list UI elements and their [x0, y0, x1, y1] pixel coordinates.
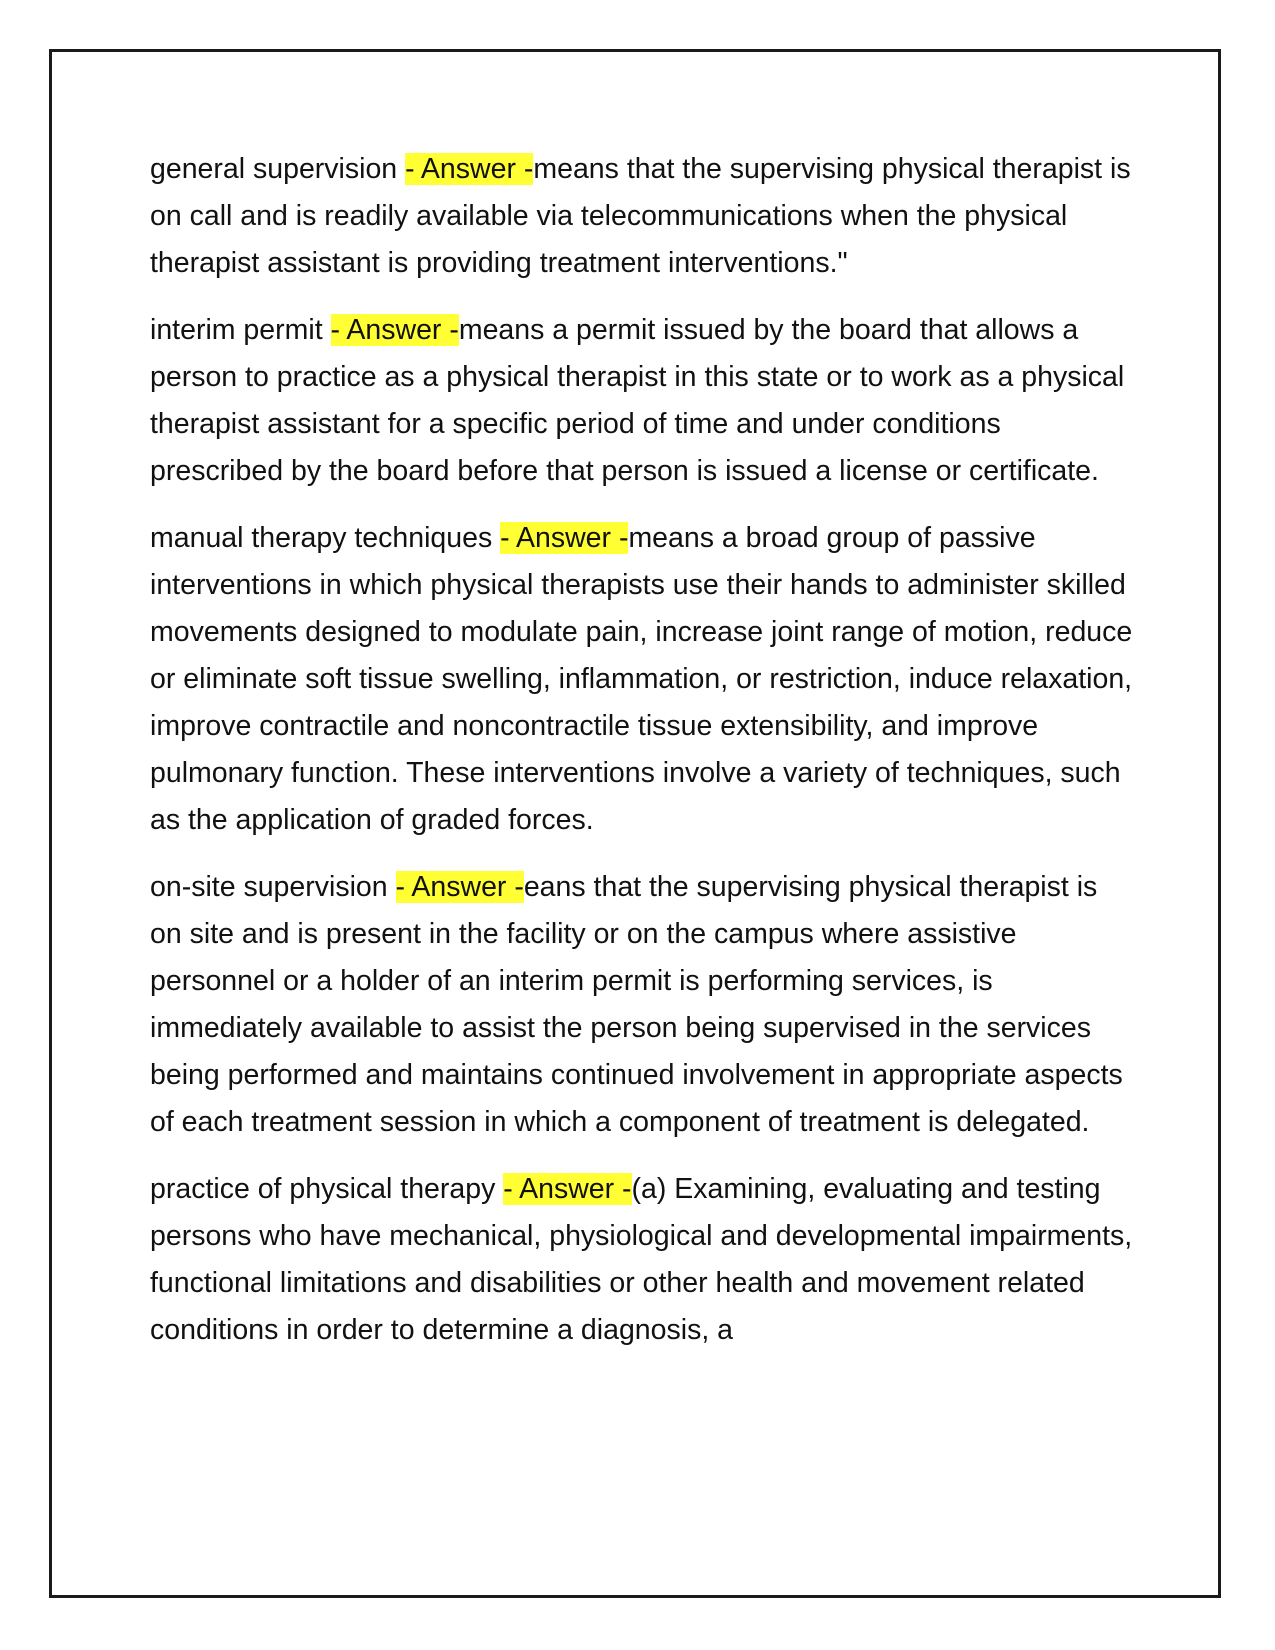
entry-term: practice of physical therapy: [150, 1173, 504, 1205]
entry-on-site-supervision: [150, 864, 1135, 1146]
answer-marker-highlight: - Answer -: [500, 522, 629, 554]
entry-general-supervision: [150, 146, 1135, 287]
entry-definition: eans that the supervising physical therapist is on site and is present in the facility or on the campus where assistive personnel or a holder of an interim permit is performing services, is immediately available to assist the person being supervised in the services being performed and maintains continued involvement in appropriate aspects of each treatment session in which a component of treatment is delegated.: [150, 871, 1123, 1138]
entry-definition: means that the supervising physical therapist is on call and is readily available via telecommunications when the physical therapist assistant is providing treatment interventions.": [150, 153, 1131, 279]
entry-manual-therapy-techniques: [150, 515, 1135, 844]
entry-practice-of-physical-therapy: [150, 1166, 1135, 1354]
document-body: [150, 146, 1135, 1374]
answer-marker-highlight: - Answer -: [395, 871, 524, 903]
answer-marker-highlight: - Answer -: [330, 314, 459, 346]
entry-term: manual therapy techniques: [150, 522, 501, 554]
entry-term: interim permit: [150, 314, 331, 346]
entry-definition: means a permit issued by the board that allows a person to practice as a physical therapist in this state or to work as a physical therapist assistant for a specific period of time and under conditions prescribed by the board before that person is issued a license or certificate.: [150, 314, 1125, 487]
answer-marker-highlight: - Answer -: [405, 153, 534, 185]
entry-term: general supervision: [150, 153, 406, 185]
entry-interim-permit: [150, 307, 1135, 495]
entry-definition: (a) Examining, evaluating and testing persons who have mechanical, physiological and developmental impairments, functional limitations and disabilities or other health and movement related conditions in order to determine a diagnosis, a: [150, 1173, 1133, 1346]
answer-marker-highlight: - Answer -: [503, 1173, 632, 1205]
entry-definition: means a broad group of passive interventions in which physical therapists use their hands to administer skilled movements designed to modulate pain, increase joint range of motion, reduce or eliminate soft tissue swelling, inflammation, or restriction, induce relaxation, improve contractile and noncontractile tissue extensibility, and improve pulmonary function. These interventions involve a variety of techniques, such as the application of graded forces.: [150, 522, 1133, 836]
entry-term: on-site supervision: [150, 871, 396, 903]
